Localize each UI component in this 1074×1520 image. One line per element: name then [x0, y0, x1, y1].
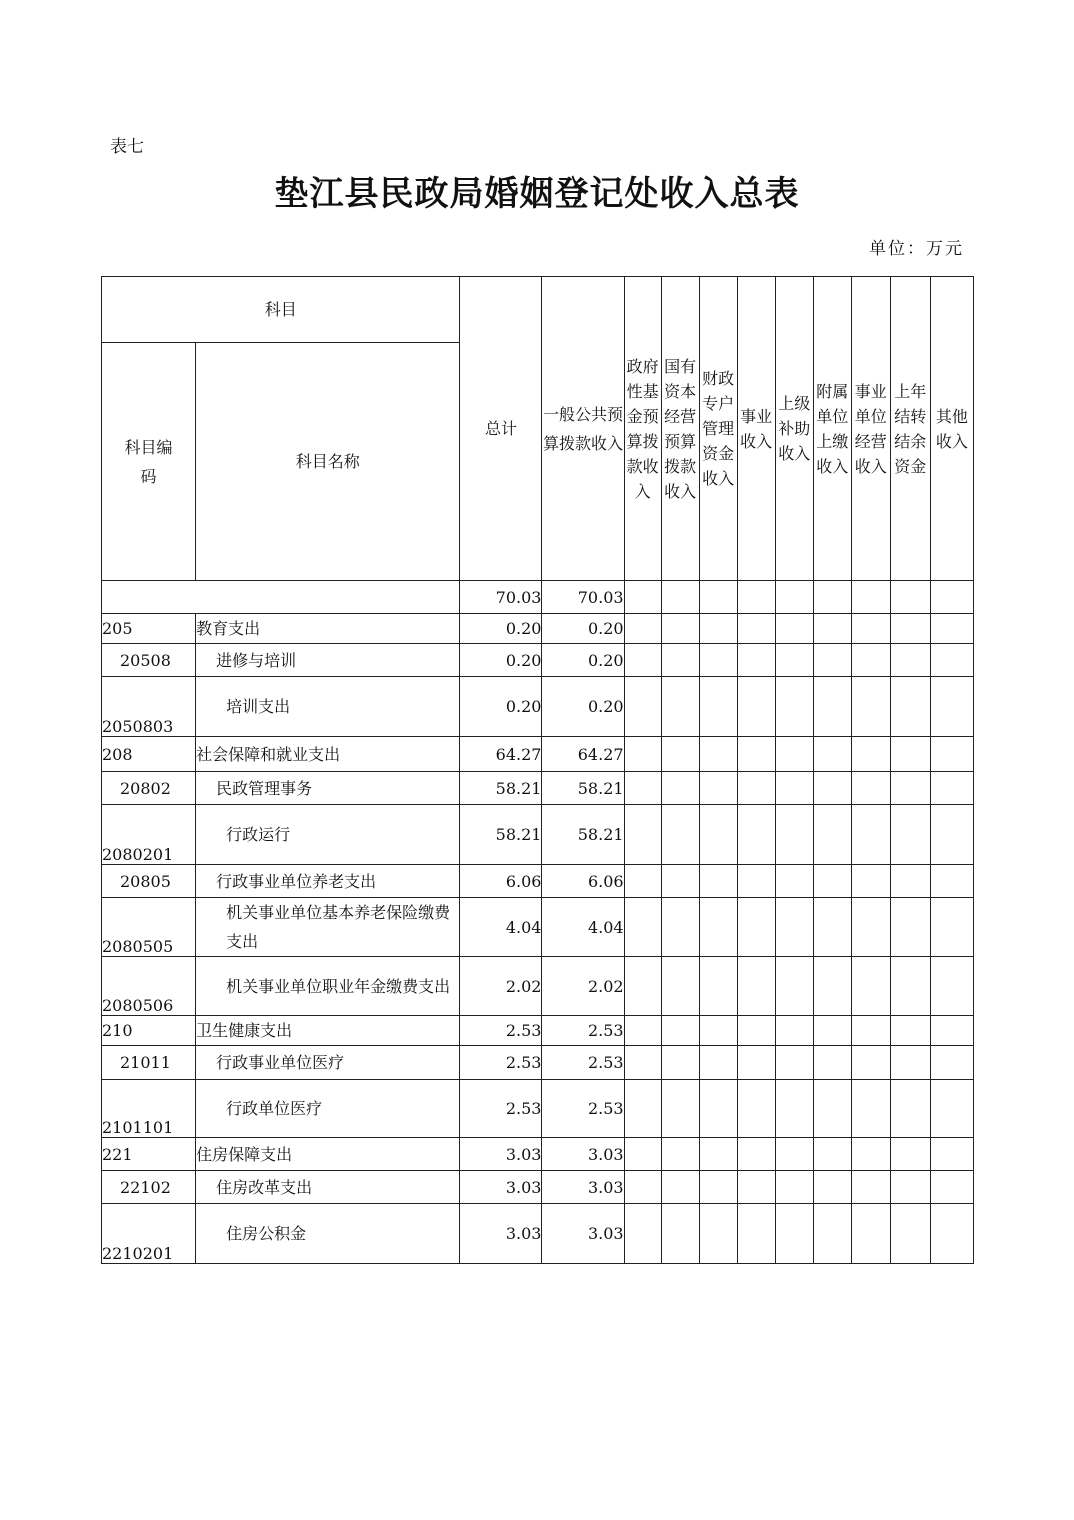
empty-cell	[624, 1046, 661, 1080]
empty-cell	[624, 644, 661, 677]
empty-cell	[661, 1204, 699, 1264]
empty-cell	[930, 772, 973, 805]
empty-cell	[930, 957, 973, 1016]
empty-cell	[661, 644, 699, 677]
subject-code-cell: 20802	[102, 772, 196, 805]
empty-cell	[813, 772, 851, 805]
total-cell: 0.20	[460, 614, 542, 644]
empty-cell	[890, 1138, 930, 1171]
header-operating: 事业单位经营收入	[851, 277, 890, 581]
empty-cell	[930, 677, 973, 737]
empty-cell	[699, 614, 737, 644]
empty-cell	[661, 898, 699, 957]
table-number: 表七	[110, 137, 144, 157]
subject-name-cell: 行政事业单位养老支出	[196, 865, 460, 898]
table-row	[102, 1016, 974, 1046]
table-row	[102, 1046, 974, 1080]
empty-cell	[775, 737, 813, 772]
empty-cell	[737, 865, 775, 898]
empty-cell	[699, 1046, 737, 1080]
empty-cell	[930, 1080, 973, 1138]
empty-cell	[813, 865, 851, 898]
total-value: 70.03	[460, 581, 542, 614]
empty-cell	[851, 614, 890, 644]
table-row	[102, 1171, 974, 1204]
empty-cell	[813, 957, 851, 1016]
header-other: 其他收入	[930, 277, 973, 581]
empty-cell	[737, 772, 775, 805]
total-cell: 58.21	[460, 805, 542, 865]
empty-cell	[737, 957, 775, 1016]
empty-cell	[890, 1171, 930, 1204]
general-budget-cell: 64.27	[542, 737, 624, 772]
subject-name-cell: 行政运行	[196, 805, 460, 865]
empty-cell	[737, 1080, 775, 1138]
header-gov-fund: 政府性基金预算拨款收入	[624, 277, 661, 581]
total-cell: 2.02	[460, 957, 542, 1016]
empty-cell	[930, 805, 973, 865]
empty-cell	[737, 1138, 775, 1171]
empty-cell	[851, 957, 890, 1016]
empty-cell	[890, 737, 930, 772]
empty-cell	[737, 644, 775, 677]
empty-cell	[624, 865, 661, 898]
income-summary-table	[101, 276, 974, 1264]
empty-cell	[930, 898, 973, 957]
table-row	[102, 614, 974, 644]
empty-cell	[737, 614, 775, 644]
header-subject-code: 科目编码	[102, 343, 196, 581]
header-subject-name: 科目名称	[196, 343, 460, 581]
empty-cell	[930, 1138, 973, 1171]
subject-code-cell: 208	[102, 737, 196, 772]
empty-cell	[890, 1080, 930, 1138]
empty-cell	[624, 957, 661, 1016]
subject-name-cell: 机关事业单位基本养老保险缴费支出	[196, 898, 460, 957]
empty-cell	[851, 1138, 890, 1171]
empty-cell	[775, 772, 813, 805]
general-budget-cell: 0.20	[542, 644, 624, 677]
table-row	[102, 805, 974, 865]
empty-cell	[890, 957, 930, 1016]
header-business: 事业收入	[737, 277, 775, 581]
subject-name-cell: 培训支出	[196, 677, 460, 737]
total-cell: 3.03	[460, 1204, 542, 1264]
empty-cell	[737, 1171, 775, 1204]
empty-cell	[813, 677, 851, 737]
empty-cell	[624, 1138, 661, 1171]
empty-cell	[624, 737, 661, 772]
empty-cell	[624, 1016, 661, 1046]
empty-cell	[624, 898, 661, 957]
subject-code-cell: 20508	[102, 644, 196, 677]
total-cell: 58.21	[460, 772, 542, 805]
table-row	[102, 772, 974, 805]
empty-cell	[775, 614, 813, 644]
table-row	[102, 1080, 974, 1138]
general-budget-cell: 2.02	[542, 957, 624, 1016]
empty-cell	[699, 644, 737, 677]
table-row	[102, 677, 974, 737]
empty-cell	[624, 1171, 661, 1204]
empty-cell	[661, 737, 699, 772]
empty-cell	[851, 865, 890, 898]
empty-cell	[775, 1138, 813, 1171]
subject-code-cell: 2080505	[102, 898, 196, 957]
empty-cell	[775, 1171, 813, 1204]
empty-cell	[813, 1138, 851, 1171]
empty-cell	[930, 1171, 973, 1204]
table-row	[102, 1204, 974, 1264]
empty-cell	[930, 1204, 973, 1264]
page-title: 垫江县民政局婚姻登记处收入总表	[274, 174, 800, 214]
empty-cell	[813, 737, 851, 772]
empty-cell	[775, 1016, 813, 1046]
subject-code-cell: 205	[102, 614, 196, 644]
header-total: 总计	[460, 277, 542, 581]
empty-cell	[890, 1016, 930, 1046]
empty-cell	[661, 805, 699, 865]
empty-cell	[661, 677, 699, 737]
subject-code-cell: 21011	[102, 1046, 196, 1080]
empty-cell	[737, 805, 775, 865]
subject-name-cell: 住房保障支出	[196, 1138, 460, 1171]
total-cell: 2.53	[460, 1080, 542, 1138]
empty-cell	[775, 898, 813, 957]
subject-name-cell: 民政管理事务	[196, 772, 460, 805]
empty-cell	[661, 614, 699, 644]
empty-cell	[661, 1138, 699, 1171]
total-cell: 3.03	[460, 1138, 542, 1171]
empty-cell	[851, 1171, 890, 1204]
empty-cell	[851, 677, 890, 737]
header-carryover: 上年结转结余资金	[890, 277, 930, 581]
header-subject: 科目	[102, 277, 460, 343]
empty-cell	[661, 1016, 699, 1046]
general-budget-cell: 2.53	[542, 1016, 624, 1046]
subject-code-cell: 210	[102, 1016, 196, 1046]
empty-cell	[699, 677, 737, 737]
subject-code-cell: 2080506	[102, 957, 196, 1016]
empty-cell	[699, 805, 737, 865]
empty-cell	[699, 1080, 737, 1138]
empty-cell	[851, 737, 890, 772]
header-special-account: 财政专户管理资金收入	[699, 277, 737, 581]
empty-cell	[699, 1016, 737, 1046]
empty-cell	[813, 614, 851, 644]
empty-cell	[737, 677, 775, 737]
empty-cell	[624, 805, 661, 865]
empty-cell	[813, 1171, 851, 1204]
empty-cell	[851, 805, 890, 865]
empty-cell	[813, 1016, 851, 1046]
subject-name-cell: 行政事业单位医疗	[196, 1046, 460, 1080]
total-cell: 2.53	[460, 1016, 542, 1046]
subject-name-cell: 卫生健康支出	[196, 1016, 460, 1046]
empty-cell	[699, 1138, 737, 1171]
empty-cell	[890, 772, 930, 805]
empty-cell	[851, 644, 890, 677]
empty-cell	[813, 1046, 851, 1080]
empty-cell	[661, 865, 699, 898]
empty-cell	[890, 614, 930, 644]
general-budget-cell: 3.03	[542, 1138, 624, 1171]
empty-cell	[737, 737, 775, 772]
general-budget-cell: 2.53	[542, 1080, 624, 1138]
general-budget-cell: 58.21	[542, 772, 624, 805]
empty-cell	[699, 737, 737, 772]
general-budget-cell: 3.03	[542, 1204, 624, 1264]
subject-name-cell: 进修与培训	[196, 644, 460, 677]
table-row	[102, 865, 974, 898]
empty-cell	[624, 1080, 661, 1138]
empty-cell	[699, 1204, 737, 1264]
empty-cell	[930, 1016, 973, 1046]
unit-label: 单位：万元	[869, 239, 964, 259]
total-cell: 64.27	[460, 737, 542, 772]
total-cell: 2.53	[460, 1046, 542, 1080]
header-superior-subsidy: 上级补助收入	[775, 277, 813, 581]
empty-cell	[775, 1046, 813, 1080]
empty-cell	[890, 644, 930, 677]
empty-cell	[851, 772, 890, 805]
empty-cell	[775, 1204, 813, 1264]
empty-cell	[813, 805, 851, 865]
empty-cell	[890, 898, 930, 957]
general-budget-cell: 3.03	[542, 1171, 624, 1204]
empty-cell	[737, 1204, 775, 1264]
empty-cell	[661, 1080, 699, 1138]
empty-cell	[699, 957, 737, 1016]
header-affiliated: 附属单位上缴收入	[813, 277, 851, 581]
empty-cell	[890, 805, 930, 865]
subject-name-cell: 机关事业单位职业年金缴费支出	[196, 957, 460, 1016]
empty-cell	[930, 1046, 973, 1080]
header-general-budget: 一般公共预算拨款收入	[542, 277, 624, 581]
subject-name-cell: 教育支出	[196, 614, 460, 644]
empty-cell	[624, 772, 661, 805]
total-general-value: 70.03	[542, 581, 624, 614]
general-budget-cell: 0.20	[542, 614, 624, 644]
general-budget-cell: 2.53	[542, 1046, 624, 1080]
empty-cell	[699, 772, 737, 805]
subject-code-cell: 2050803	[102, 677, 196, 737]
empty-cell	[624, 677, 661, 737]
total-cell: 0.20	[460, 677, 542, 737]
total-cell: 0.20	[460, 644, 542, 677]
empty-cell	[699, 865, 737, 898]
empty-cell	[737, 898, 775, 957]
empty-cell	[930, 865, 973, 898]
subject-code-cell: 20805	[102, 865, 196, 898]
subject-name-cell: 住房公积金	[196, 1204, 460, 1264]
empty-cell	[851, 1204, 890, 1264]
empty-cell	[699, 1171, 737, 1204]
empty-cell	[890, 1204, 930, 1264]
general-budget-cell: 4.04	[542, 898, 624, 957]
empty-cell	[890, 677, 930, 737]
empty-cell	[930, 644, 973, 677]
subject-name-cell: 行政单位医疗	[196, 1080, 460, 1138]
empty-cell	[775, 957, 813, 1016]
table-row	[102, 644, 974, 677]
table-row	[102, 898, 974, 957]
empty-cell	[930, 737, 973, 772]
empty-cell	[624, 1204, 661, 1264]
total-cell: 4.04	[460, 898, 542, 957]
empty-cell	[661, 1171, 699, 1204]
empty-cell	[813, 1080, 851, 1138]
empty-cell	[851, 1046, 890, 1080]
empty-cell	[813, 644, 851, 677]
table-row	[102, 1138, 974, 1171]
empty-cell	[775, 1080, 813, 1138]
empty-cell	[775, 644, 813, 677]
subject-name-cell: 住房改革支出	[196, 1171, 460, 1204]
subject-code-cell: 2080201	[102, 805, 196, 865]
empty-cell	[661, 772, 699, 805]
total-cell: 3.03	[460, 1171, 542, 1204]
empty-cell	[813, 1204, 851, 1264]
empty-cell	[624, 614, 661, 644]
general-budget-cell: 6.06	[542, 865, 624, 898]
empty-cell	[661, 957, 699, 1016]
table-row	[102, 737, 974, 772]
general-budget-cell: 58.21	[542, 805, 624, 865]
subject-name-cell: 社会保障和就业支出	[196, 737, 460, 772]
empty-cell	[851, 1016, 890, 1046]
total-row	[102, 581, 974, 614]
empty-cell	[737, 1016, 775, 1046]
empty-cell	[890, 865, 930, 898]
empty-cell	[661, 1046, 699, 1080]
empty-cell	[737, 1046, 775, 1080]
subject-code-cell: 2210201	[102, 1204, 196, 1264]
total-cell: 6.06	[460, 865, 542, 898]
empty-cell	[775, 677, 813, 737]
subject-code-cell: 221	[102, 1138, 196, 1171]
empty-cell	[890, 1046, 930, 1080]
empty-cell	[851, 898, 890, 957]
header-state-capital: 国有资本经营预算拨款收入	[661, 277, 699, 581]
empty-cell	[699, 898, 737, 957]
empty-cell	[775, 805, 813, 865]
subject-code-cell: 2101101	[102, 1080, 196, 1138]
total-label-cell	[102, 581, 460, 614]
general-budget-cell: 0.20	[542, 677, 624, 737]
empty-cell	[851, 1080, 890, 1138]
empty-cell	[930, 614, 973, 644]
table-row	[102, 957, 974, 1016]
empty-cell	[813, 898, 851, 957]
empty-cell	[775, 865, 813, 898]
subject-code-cell: 22102	[102, 1171, 196, 1204]
